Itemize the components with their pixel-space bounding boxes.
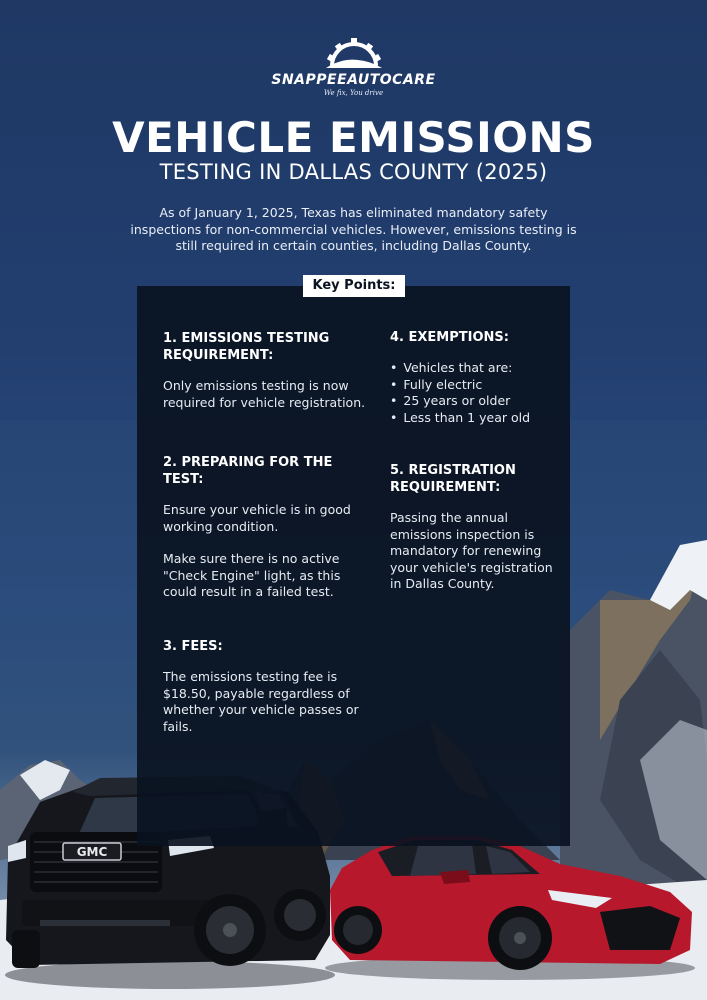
section-text: The emissions testing fee is $18.50, payable regardless of whether your vehicle passes or fails.: [163, 669, 359, 734]
gear-car-icon: [322, 36, 386, 70]
section-heading: 3. FEES:: [163, 639, 223, 654]
section-text: Passing the annual emissions inspection is mandatory for renewing your vehicle's registration in Dallas County.: [390, 510, 553, 591]
page-subtitle: TESTING IN DALLAS COUNTY (2025): [159, 160, 548, 184]
list-item: • 25 years or older: [390, 393, 600, 410]
suv-badge: GMC: [76, 845, 108, 859]
section-heading: 4. EXEMPTIONS:: [390, 330, 509, 345]
key-points-label: Key Points:: [303, 275, 405, 297]
exemptions-list: [390, 360, 600, 426]
list-item: • Vehicles that are:: [390, 360, 600, 377]
section-exemptions: [390, 329, 600, 426]
page-title: VEHICLE EMISSIONS: [112, 113, 595, 162]
section-heading: 2. PREPARING FOR THE TEST:: [163, 455, 333, 487]
brand-name: SNAPPEEAUTOCARE: [271, 72, 436, 88]
section-text: Make sure there is no active "Check Engine" light, as this could result in a failed test.: [163, 551, 341, 599]
section-fees: [163, 638, 373, 751]
intro-paragraph: As of January 1, 2025, Texas has eliminated mandatory safety inspections for non-commercial vehicles. However, emissions testing is still required in certain counties, including Dallas County.: [130, 205, 577, 253]
section-registration: [390, 462, 555, 609]
list-item: • Fully electric: [390, 377, 600, 394]
section-text: Only emissions testing is now required for vehicle registration.: [163, 378, 366, 410]
section-preparing: [163, 454, 373, 617]
section-emissions-requirement: [163, 330, 373, 427]
brand-logo: [0, 36, 707, 97]
list-item: • Less than 1 year old: [390, 410, 600, 427]
brand-tagline: We fix, You drive: [323, 89, 384, 97]
section-text: Ensure your vehicle is in good working condition.: [163, 502, 351, 534]
section-heading: 1. EMISSIONS TESTING REQUIREMENT:: [163, 331, 330, 363]
section-heading: 5. REGISTRATION REQUIREMENT:: [390, 463, 516, 495]
